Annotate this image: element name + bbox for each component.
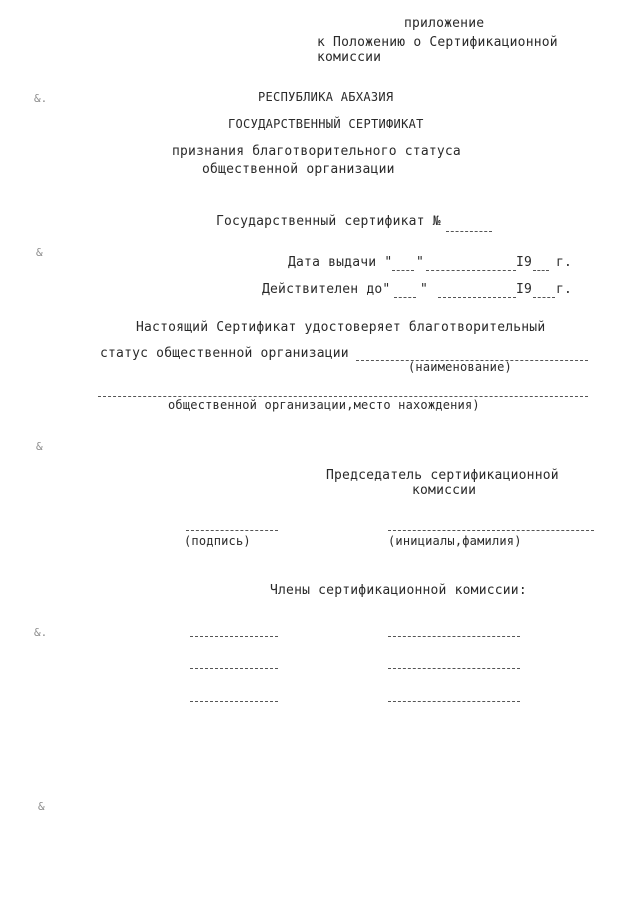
valid-day-blank: [394, 297, 416, 298]
member-3-signature-blank: [190, 701, 278, 702]
issue-year-blank: [533, 270, 549, 271]
issue-year-suffix: г.: [556, 255, 573, 270]
valid-month-blank: [438, 297, 516, 298]
appendix-line-2: к Положению о Сертификационной: [317, 35, 558, 50]
valid-year-prefix: I9: [516, 282, 533, 297]
organization-location-blank: [98, 396, 588, 397]
subtitle-line-1: признания благотворительного статуса: [172, 144, 461, 159]
member-2-name-blank: [388, 668, 520, 669]
organization-location-caption: общественной организации,место нахождения): [168, 398, 480, 412]
issue-date-label: Дата выдачи ": [288, 255, 393, 270]
chairman-title-line-2: комиссии: [412, 483, 477, 498]
chairman-title-line-1: Председатель сертификационной: [326, 468, 559, 483]
binder-mark: &: [36, 440, 43, 453]
binder-mark: &: [38, 800, 45, 813]
chairman-name-blank: [388, 530, 594, 531]
valid-year-blank: [533, 297, 555, 298]
certificate-title: ГОСУДАРСТВЕННЫЙ СЕРТИФИКАТ: [228, 117, 424, 131]
body-line-1: Настоящий Сертификат удостоверяет благотворительный: [136, 320, 546, 335]
valid-year-suffix: г.: [556, 282, 573, 297]
organization-name-caption: (наименование): [408, 360, 512, 374]
binder-mark: &.: [34, 92, 48, 105]
issue-date-quote: ": [416, 255, 425, 270]
subtitle-line-2: общественной организации: [202, 162, 395, 177]
member-1-signature-blank: [190, 636, 278, 637]
member-3-name-blank: [388, 701, 520, 702]
valid-until-quote: ": [420, 282, 429, 297]
body-line-2: статус общественной организации: [100, 346, 349, 361]
certificate-number-blank: [446, 231, 492, 232]
issue-day-blank: [392, 270, 414, 271]
certificate-number-label: Государственный сертификат №: [216, 214, 441, 229]
members-title: Члены сертификационной комиссии:: [270, 583, 527, 598]
country-title: РЕСПУБЛИКА АБХАЗИЯ: [258, 90, 394, 104]
initials-surname-caption: (инициалы,фамилия): [388, 534, 522, 548]
signature-caption: (подпись): [184, 534, 251, 548]
appendix-line-3: комиссии: [317, 50, 382, 65]
member-2-signature-blank: [190, 668, 278, 669]
issue-year-prefix: I9: [516, 255, 533, 270]
valid-until-label: Действителен до": [262, 282, 391, 297]
issue-month-blank: [426, 270, 516, 271]
binder-mark: &: [36, 246, 43, 259]
chairman-signature-blank: [186, 530, 278, 531]
binder-mark: &.: [34, 626, 48, 639]
member-1-name-blank: [388, 636, 520, 637]
appendix-line-1: приложение: [404, 16, 485, 31]
